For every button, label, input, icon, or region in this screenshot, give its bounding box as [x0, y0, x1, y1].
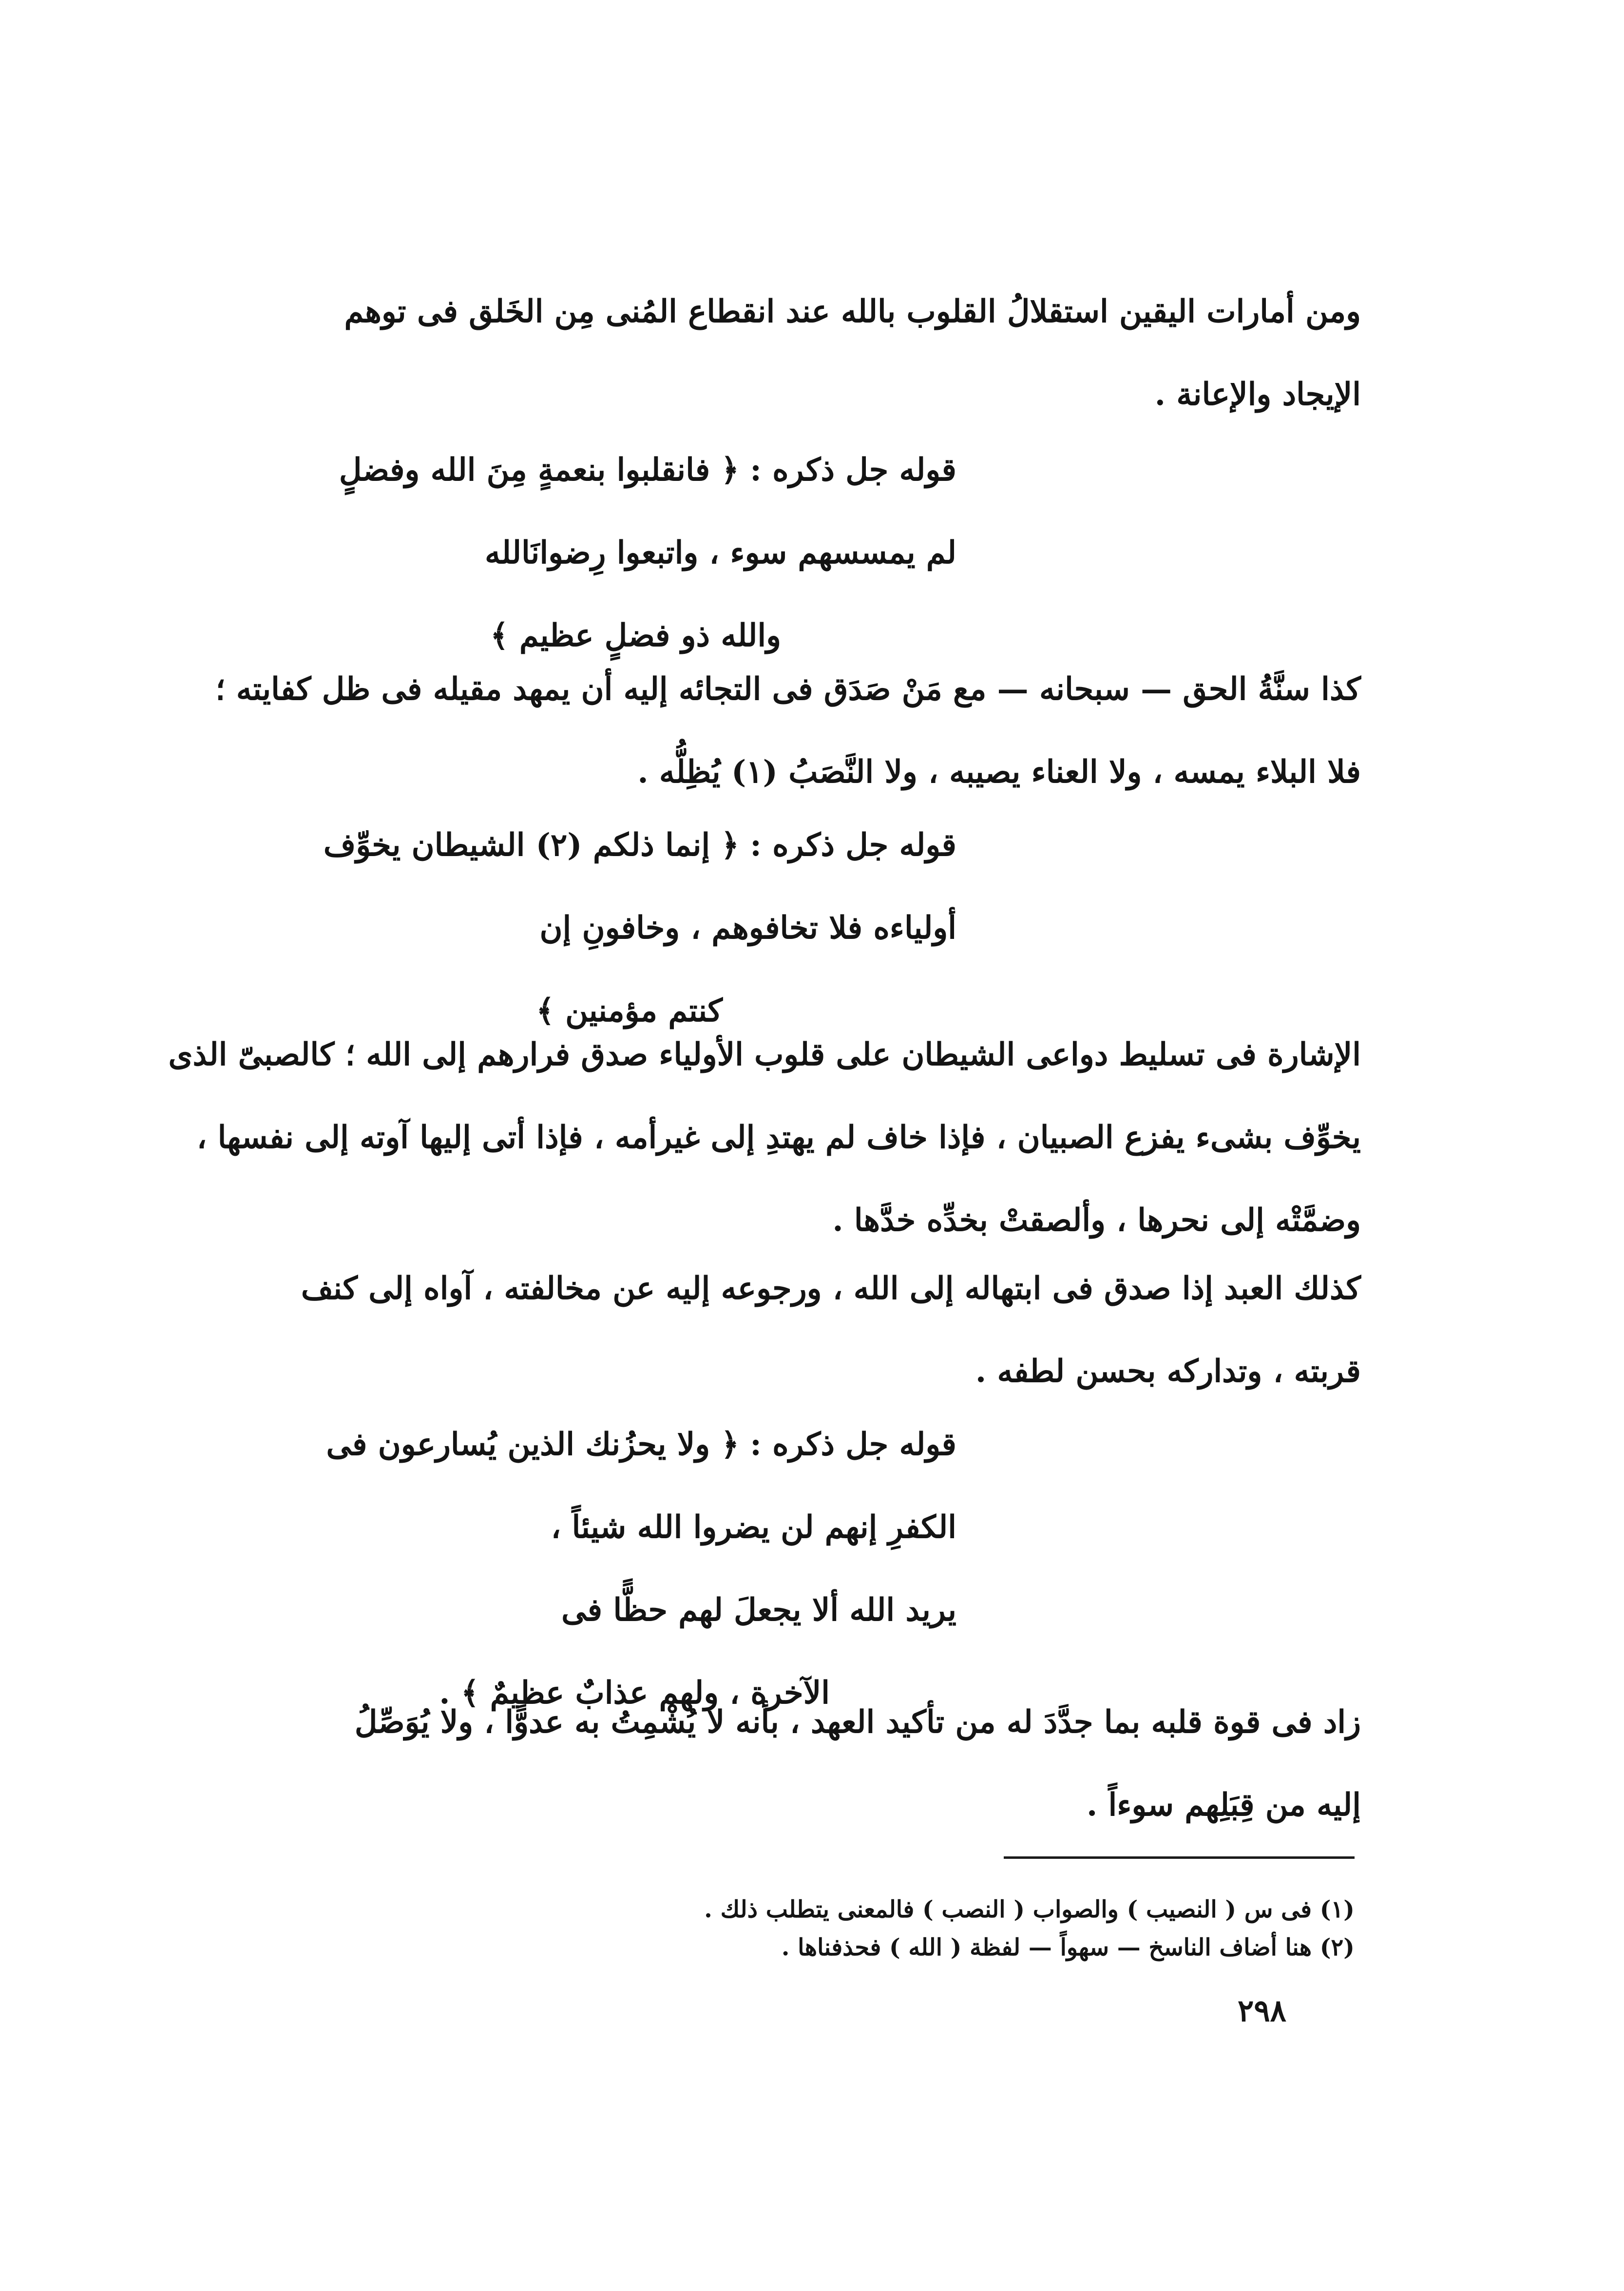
paragraph-certainty-signs — [260, 270, 1361, 436]
paragraph-divine-custom — [215, 648, 1361, 814]
verse-line: الآخرة ، ولهم عذابٌ عظيمٌ ﴾ . — [439, 1675, 830, 1711]
verse-line: لم يمسسهم سوء ، واتبعوا رِضوانَالله — [485, 535, 956, 571]
footnote-1: (١) فى س ( النصيب ) والصواب ( النصب ) فالمعنى يتطلب ذلك . — [704, 1896, 1355, 1923]
text-line: زاد فى قوة قلبه بما جدَّدَ له من تأكيد العهد ، بأنه لا يُشْمِتُ به عدوًّا ، ولا يُوَصِّلُ — [354, 1704, 1361, 1740]
verse-line: كنتم مؤمنين ﴾ — [536, 993, 723, 1029]
text-line: يخوِّف بشىء يفزع الصبيان ، فإذا خاف لم يهتدِ إلى غيرأمه ، فإذا أتى إليها آوته إلى نفسها ، — [196, 1119, 1361, 1156]
text-line: إليه من قِبَلِهم سوءاً . — [1086, 1787, 1361, 1823]
text-line: وضمَّتْه إلى نحرها ، وألصقتْ بخدِّه خدَّها . — [832, 1202, 1361, 1239]
quran-verse-block — [260, 429, 956, 677]
verse-line: قوله جل ذكره : ﴿ ولا يحزُنك الذين يُسارعون فى — [326, 1426, 956, 1463]
text-line: كذلك العبد إذا صدق فى ابتهاله إلى الله ، ورجوعه إليه عن مخالفته ، آواه إلى كنف — [301, 1270, 1361, 1307]
text-line: قربته ، وتداركه بحسن لطفه . — [975, 1353, 1361, 1390]
footnote-2: (٢) هنا أضاف الناسخ — سهواً — لفظة ( الله ) فحذفناها . — [781, 1934, 1355, 1961]
text-line: ومن أمارات اليقين استقلالُ القلوب بالله عند انقطاع المُنى مِن الخَلق فى توهم — [344, 293, 1361, 330]
paragraph-heart-strength — [260, 1681, 1361, 1847]
verse-line: قوله جل ذكره : ﴿ فانقلبوا بنعمةٍ مِنَ الله وفضلٍ — [339, 452, 956, 488]
verse-line: والله ذو فضلٍ عظيم ﴾ — [490, 617, 781, 654]
verse-line: أولياءه فلا تخافوهم ، وخافونِ إن — [539, 910, 956, 946]
verse-line: يريد الله ألا يجعلَ لهم حظًّا فى — [561, 1592, 956, 1628]
page-number: ٢٩٨ — [1238, 1993, 1286, 2028]
verse-line: قوله جل ذكره : ﴿ إنما ذلكم (٢) الشيطان يخوِّف — [323, 827, 956, 863]
paragraph-allusion — [168, 1013, 1361, 1262]
footnotes — [643, 1890, 1355, 1966]
text-line: فلا البلاء يمسه ، ولا العناء يصيبه ، ولا النَّصَبُ (١) يُظِلُّه . — [637, 754, 1361, 790]
footnote-separator — [1004, 1856, 1355, 1859]
paragraph-servant — [260, 1247, 1361, 1413]
text-line: كذا سنَّةُ الحق — سبحانه — مع مَنْ صَدَق فى التجائه إليه أن يمهد مقيله فى ظل كفايته ؛ — [215, 671, 1361, 707]
text-line: الإيجاد والإعانة . — [1154, 376, 1361, 413]
verse-line: الكفرِ إنهم لن يضروا الله شيئاً ، — [551, 1509, 956, 1546]
text-line: الإشارة فى تسليط دواعى الشيطان على قلوب الأولياء صدق فرارهم إلى الله ؛ كالصبىّ الذى — [168, 1036, 1361, 1073]
